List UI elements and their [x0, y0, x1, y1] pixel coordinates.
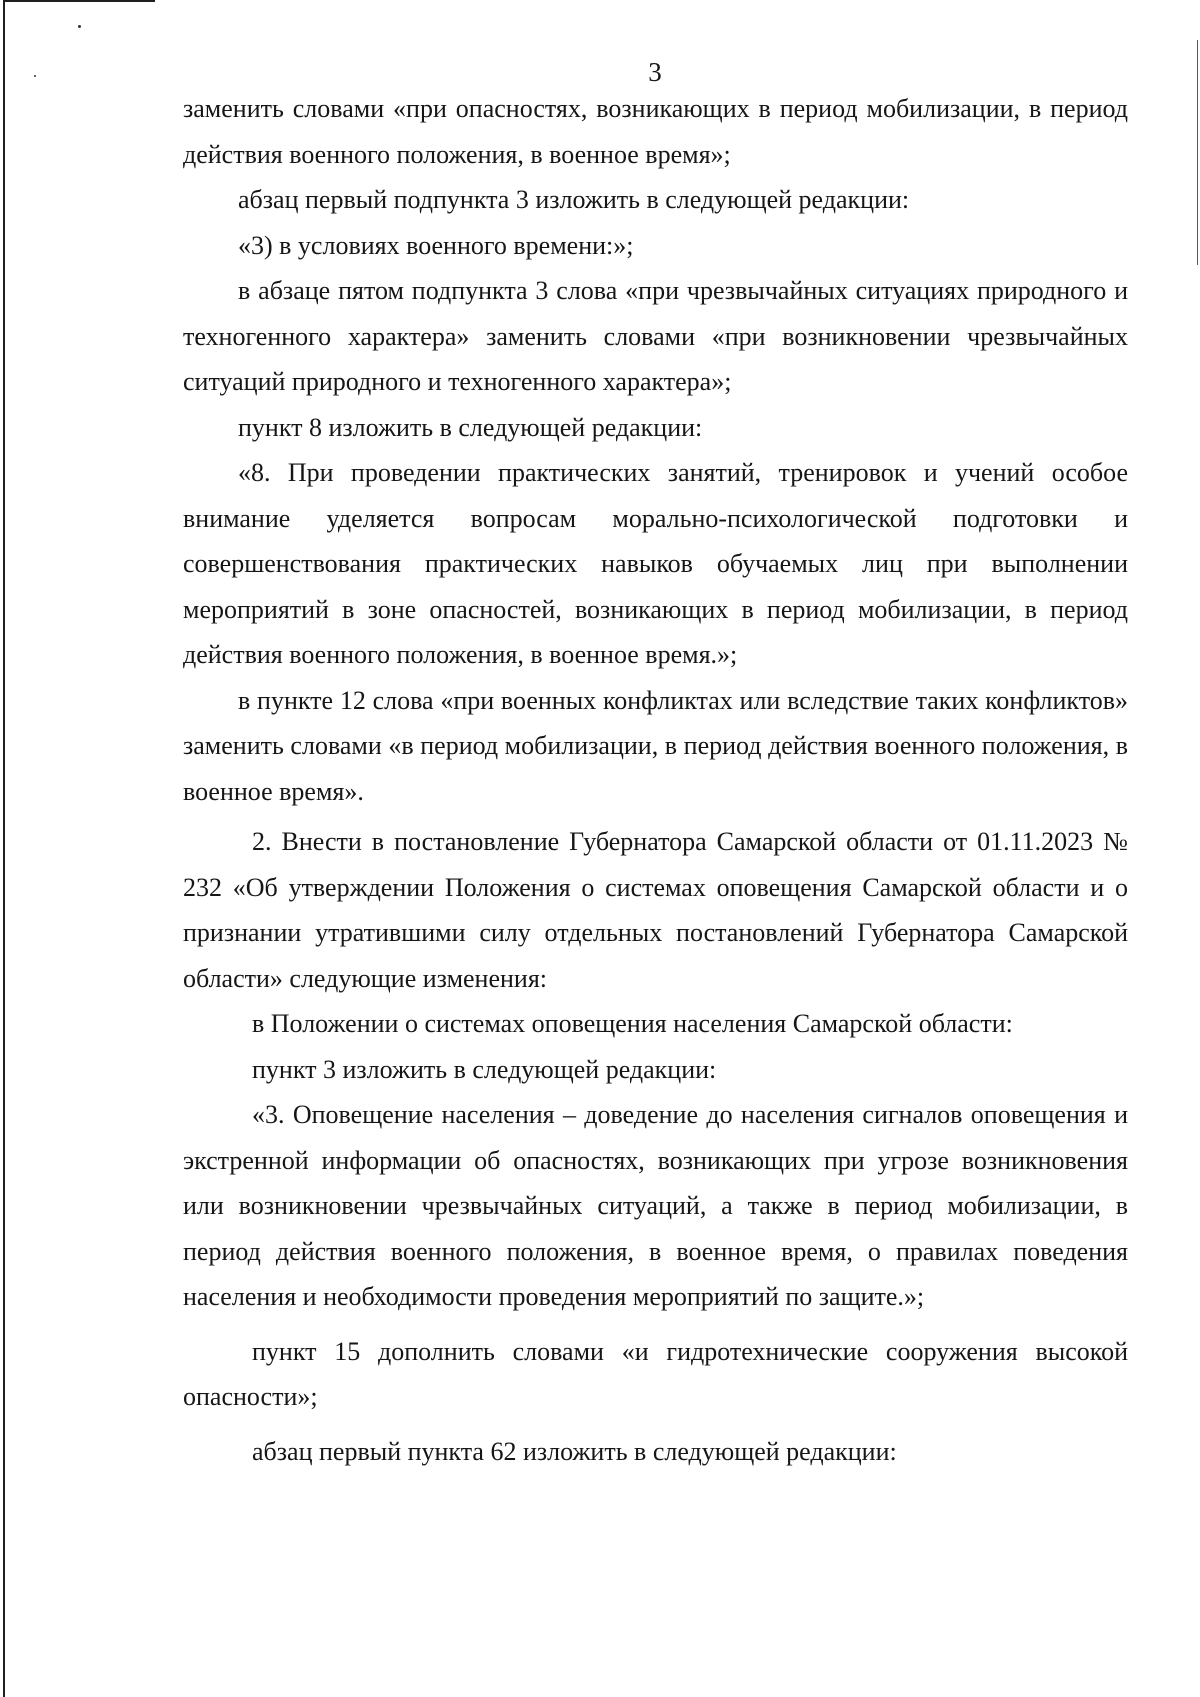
document-body [183, 86, 1128, 1474]
paragraph: абзац первый пункта 62 изложить в следующей редакции: [252, 1436, 897, 1466]
paragraph: в Положении о системах оповещения населения Самарской области: [252, 1009, 1013, 1038]
paragraph: 2. Внести в постановление Губернатора Самарской области от 01.11.2023 № 232 «Об утверждении Положения о системах оповещения Самарской области и о признании утратившими силу отдельных постановлений Губернатора Самарской области» следующие изменения: [183, 827, 1128, 993]
scan-speck [78, 25, 81, 28]
paragraph: пункт 8 изложить в следующей редакции: [238, 412, 703, 442]
scan-border-top [3, 0, 155, 2]
page-number: 3 [648, 57, 662, 87]
paragraph: абзац первый подпункта 3 изложить в следующей редакции: [238, 185, 910, 214]
paragraph: «3. Оповещение населения – доведение до населения сигналов оповещения и экстренной информации об опасностях, возникающих при угрозе возникновения или возникновении чрезвычайных ситуаций, а также в период мобилизации, в период действия военного положения, в военное время, о правилах поведения населения и необходимости проведения мероприятий по защите.»; [183, 1100, 1128, 1311]
paragraph: пункт 3 изложить в следующей редакции: [252, 1054, 717, 1084]
paragraph: заменить словами «при опасностях, возникающих в период мобилизации, в период действия военного положения, в военное время»; [183, 94, 1128, 169]
paragraph: «3) в условиях военного времени:»; [238, 230, 634, 260]
paragraph: в пункте 12 слова «при военных конфликтах или вследствие таких конфликтов» заменить словами «в период мобилизации, в период действия военного положения, в военное время». [183, 685, 1128, 806]
paragraph: «8. При проведении практических занятий, тренировок и учений особое внимание уделяется вопросам морально-психологической подготовки и совершенствования практических навыков обучаемых лиц при выполнении мероприятий в зоне опасностей, возникающих в период мобилизации, в период действия военного положения, в военное время.»; [183, 458, 1128, 669]
paragraph: пункт 15 дополнить словами «и гидротехнические сооружения высокой опасности»; [183, 1336, 1128, 1411]
paragraph: в абзаце пятом подпункта 3 слова «при чрезвычайных ситуациях природного и техногенного характера» заменить словами «при возникновении чрезвычайных ситуаций природного и техногенного характера»; [183, 276, 1128, 396]
scan-border-left [3, 0, 5, 1697]
